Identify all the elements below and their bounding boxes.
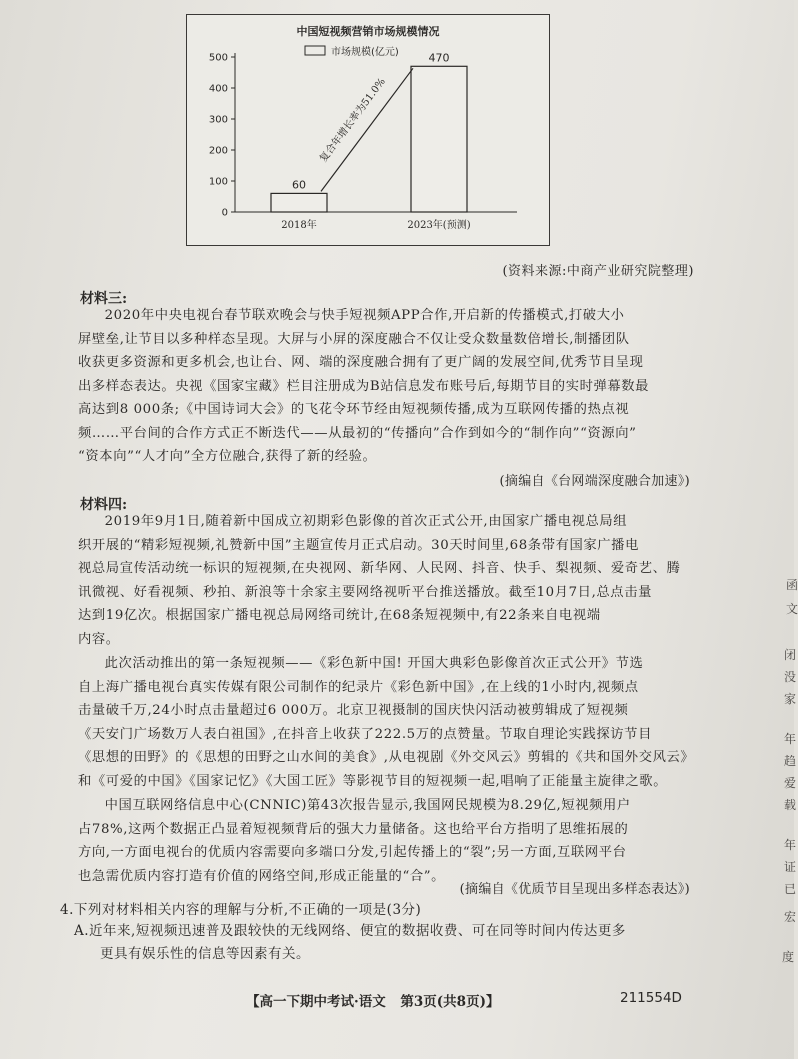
edge-char: 文	[786, 602, 798, 616]
edge-char: 函	[786, 578, 798, 592]
material4-p1-line: 2019年9月1日,随着新中国成立初期彩色影像的首次正式公开,由国家广播电视总局组	[104, 514, 628, 529]
question-4-stem: 4.下列对材料相关内容的理解与分析,不正确的一项是(3分)	[60, 902, 422, 918]
material4-paragraph-2	[78, 652, 694, 793]
growth-annotation: 复合年增长率为51.0%	[318, 76, 388, 165]
material4-p2-line: 《天安门广场数万人表白祖国》,在抖音上收获了222.5万的点赞量。节取自理论实践探访节目	[78, 726, 652, 742]
edge-char: 趋	[784, 754, 797, 768]
y-tick-label: 500	[208, 52, 228, 64]
footer-page: 第3页(共8页)】	[400, 994, 500, 1010]
bar-1	[411, 66, 467, 212]
material4-p1-line: 讯微视、好看视频、秒拍、新浪等十余家主要网络视听平台推送播放。截至10月7日,总点击量	[78, 584, 652, 600]
x-category-label: 2018年	[281, 220, 317, 231]
material4-p2-line: 自上海广播电视台真实传媒有限公司制作的纪录片《彩色新中国》,在上线的1小时内,视频点	[78, 679, 639, 695]
material4-p2-line: 和《可爱的中国》《国家记忆》《大国工匠》等影视节目的短视频一起,唱响了正能量主旋律之歌。	[78, 773, 668, 789]
material4-p3-line: 方向,一方面电视台的优质内容需要向多端口分发,引起传播上的“裂”;另一方面,互联网平台	[78, 845, 627, 860]
bar-value-label: 470	[428, 51, 450, 65]
material4-p3-line: 也急需优质内容打造有价值的网络空间,形成正能量的“合”。	[78, 868, 446, 884]
edge-char: 证	[784, 860, 797, 874]
bar-value-label: 60	[292, 178, 306, 192]
material3-line: 收获更多资源和更多机会,也让台、网、端的深度融合拥有了更广阔的发展空间,优秀节目呈现	[78, 355, 644, 370]
edge-char: 爱	[784, 776, 797, 790]
edge-char: 年	[784, 732, 797, 746]
edge-char: 已	[784, 882, 797, 896]
footer-title	[246, 990, 499, 1010]
footer-subject: 【高一下期中考试·语文	[246, 994, 386, 1010]
edge-char: 载	[784, 798, 797, 812]
edge-char: 宏	[784, 910, 797, 924]
material4-p2-line: 击量破千万,24小时点击量超过6 000万。北京卫视摄制的国庆快闪活动被剪辑成了短视频	[78, 703, 629, 718]
chart-source: (资料来源:中商产业研究院整理)	[502, 264, 694, 279]
material4-p2-line: 此次活动推出的第一条短视频——《彩色新中国! 开国大典彩色影像首次正式公开》节选	[104, 656, 644, 671]
legend-label: 市场规模(亿元)	[331, 47, 399, 58]
chart-container	[186, 14, 550, 246]
material4-p2-line: 《思想的田野》的《思想的田野之山水间的美食》,从电视剧《外交风云》剪辑的《共和国外交风云》	[78, 750, 695, 765]
material4-paragraph-3	[78, 794, 694, 888]
question-4-option-a[interactable]	[66, 920, 718, 966]
material4-cite: (摘编自《优质节目呈现出多样态表达》)	[459, 882, 690, 897]
material3-line: 屏壁垒,让节目以多种样态呈现。大屏与小屏的深度融合不仅让受众数量数倍增长,制播团队	[78, 331, 630, 347]
material3-line: 高达到8 000条;《中国诗词大会》的飞花令环节经由短视频传播,成为互联网传播的热点视	[78, 402, 630, 417]
material4-p1-line: 视总局宣传活动统一标识的短视频,在央视网、新华网、人民网、抖音、快手、梨视频、爱奇艺、腾	[78, 561, 681, 576]
bar-chart	[187, 15, 549, 245]
x-category-label: 2023年(预测)	[407, 220, 471, 231]
option-a-line-2: 更具有娱乐性的信息等因素有关。	[100, 946, 310, 962]
material4-paragraph-1	[78, 510, 694, 651]
material4-heading: 材料四:	[80, 497, 128, 513]
y-tick-label: 0	[221, 207, 228, 219]
edge-char: 没	[784, 670, 797, 684]
bar-0	[271, 193, 327, 212]
edge-char: 度	[782, 950, 795, 964]
material3-line: 出多样态表达。央视《国家宝藏》栏目注册成为B站信息发布账号后,每期节目的实时弹幕数最	[78, 378, 650, 394]
option-a-line-1: A.近年来,短视频迅速普及跟较快的无线网络、便宜的数据收费、可在同等时间内传达更多	[74, 923, 626, 939]
material4-p3-line: 中国互联网络信息中心(CNNIC)第43次报告显示,我国网民规模为8.29亿,短视频用户	[104, 798, 631, 813]
material4-p1-line: 达到19亿次。根据国家广播电视总局网络司统计,在68条短视频中,有22条来自电视端	[78, 608, 601, 623]
legend-swatch	[305, 46, 325, 55]
growth-line	[321, 68, 413, 191]
material3-heading: 材料三:	[80, 291, 128, 307]
material3-line: “资本向”“人才向”全方位融合,获得了新的经验。	[78, 449, 377, 464]
y-tick-label: 300	[208, 114, 228, 126]
y-tick-label: 200	[208, 145, 228, 157]
material3-cite: (摘编自《台网端深度融合加速》)	[499, 474, 690, 489]
material3-line: 2020年中央电视台春节联欢晚会与快手短视频APP合作,开启新的传播模式,打破大小	[104, 308, 625, 323]
chart-title: 中国短视频营销市场规模情况	[296, 25, 440, 38]
edge-char: 闭	[784, 648, 797, 662]
footer-code: 211554D	[620, 990, 682, 1006]
y-tick-label: 400	[208, 83, 228, 95]
y-tick-label: 100	[208, 176, 228, 188]
material3-line: 频……平台间的合作方式正不断迭代——从最初的“传播向”合作到如今的“制作向”“资源向”	[78, 425, 637, 441]
material4-p1-line: 织开展的“精彩短视频,礼赞新中国”主题宣传月正式启动。30天时间里,68条带有国家广播电	[78, 537, 639, 553]
edge-char: 年	[784, 838, 797, 852]
material4-p3-line: 占78%,这两个数据正凸显着短视频背后的强大力量储备。这也给平台方指明了思维拓展的	[78, 821, 629, 837]
material4-p1-line: 内容。	[78, 631, 120, 647]
material3-paragraph	[78, 304, 694, 469]
edge-char: 家	[784, 692, 797, 706]
